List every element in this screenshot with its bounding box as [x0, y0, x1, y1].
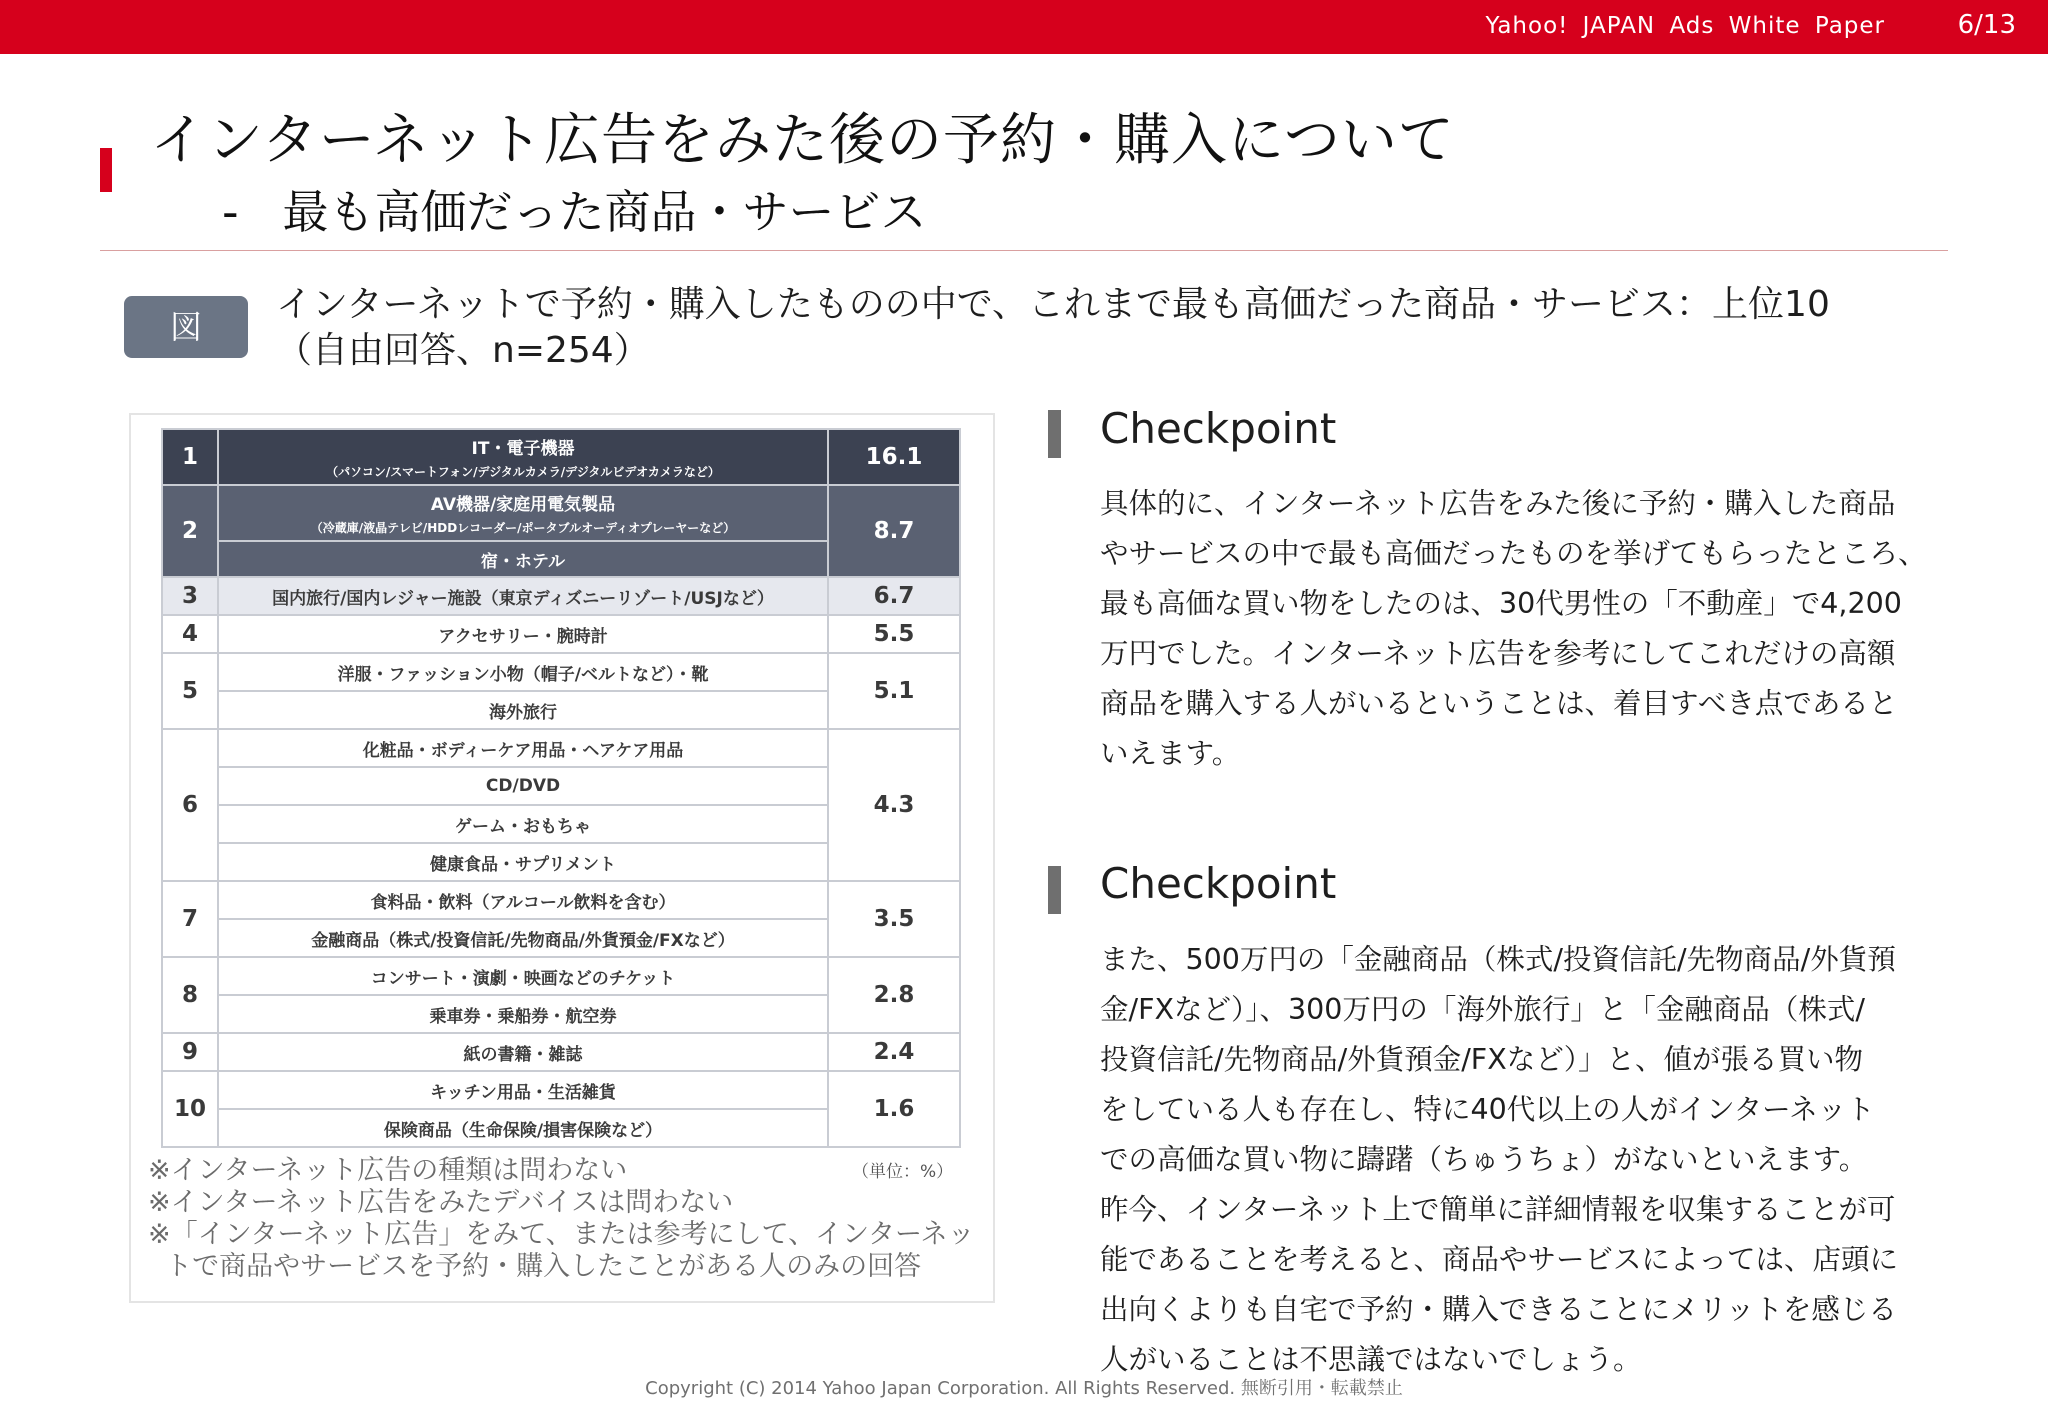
- category-cell: 食料品・飲料（アルコール飲料を含む）: [218, 881, 828, 919]
- figure-caption-line: （自由回答、n=254）: [276, 330, 650, 371]
- category-cell: [218, 429, 828, 485]
- table-row: [162, 653, 960, 691]
- note-line: ※「インターネット広告」をみて、または参考にして、インターネッ: [148, 1219, 975, 1250]
- table-row: [162, 485, 960, 541]
- checkpoint-line: での高価な買い物に躊躇（ちゅうちょ）がないといえます。: [1100, 1143, 1868, 1176]
- category-cell: 宿・ホテル: [218, 541, 828, 577]
- category-cell: アクセサリー・腕時計: [218, 615, 828, 653]
- table-row: [162, 729, 960, 767]
- value-cell: 4.3: [828, 729, 960, 881]
- category-cell: コンサート・演劇・映画などのチケット: [218, 957, 828, 995]
- value-cell: 3.5: [828, 881, 960, 957]
- note-line: トで商品やサービスを予約・購入したことがある人のみの回答: [148, 1251, 922, 1282]
- checkpoint-line: 人がいることは不思議ではないでしょう。: [1100, 1343, 1642, 1376]
- value-cell: 1.6: [828, 1071, 960, 1147]
- checkpoint-line: 商品を購入する人がいるということは、着目すべき点であると: [1100, 687, 1898, 720]
- header-bar: [0, 0, 2048, 54]
- category-cell: 紙の書籍・雑誌: [218, 1033, 828, 1071]
- checkpoint-line: 金/FXなど）」、300万円の「海外旅行」と「金融商品（株式/: [1100, 993, 1866, 1026]
- title-divider: [100, 250, 1948, 251]
- category-cell: CD/DVD: [218, 767, 828, 805]
- checkpoint-marker: [1048, 410, 1061, 458]
- checkpoint-line: また、500万円の「金融商品（株式/投資信託/先物商品/外貨預: [1100, 943, 1896, 976]
- table-row: [162, 577, 960, 615]
- table-row: [162, 957, 960, 995]
- category-label: IT・電子機器: [471, 439, 575, 459]
- checkpoint-line: いえます。: [1100, 737, 1241, 770]
- value-cell: 5.5: [828, 615, 960, 653]
- rank-cell: 5: [162, 653, 218, 729]
- checkpoint-line: 具体的に、インターネット広告をみた後に予約・購入した商品: [1100, 487, 1896, 520]
- rank-cell: 8: [162, 957, 218, 1033]
- category-sublabel: （冷蔵庫/液晶テレビ/HDDレコーダー/ポータブルオーディオプレーヤーなど）: [310, 521, 736, 535]
- category-cell: 健康食品・サプリメント: [218, 843, 828, 881]
- category-cell: 洋服・ファッション小物（帽子/ベルトなど）・靴: [218, 653, 828, 691]
- page-number: 6/13: [1957, 10, 2016, 40]
- rank-cell: 7: [162, 881, 218, 957]
- page-title: インターネット広告をみた後の予約・購入について: [150, 108, 1455, 173]
- figure-caption-line: インターネットで予約・購入したものの中で、これまで最も高価だった商品・サービス：上位10: [276, 284, 1830, 325]
- ranking-table: [161, 428, 961, 1148]
- table-row: [162, 1033, 960, 1071]
- rank-cell: 3: [162, 577, 218, 615]
- checkpoint-line: 最も高価な買い物をしたのは、30代男性の「不動産」で4,200: [1100, 587, 1902, 620]
- category-cell: 金融商品（株式/投資信託/先物商品/外貨預金/FXなど）: [218, 919, 828, 957]
- checkpoint-line: 出向くよりも自宅で予約・購入できることにメリットを感じる: [1100, 1293, 1897, 1326]
- value-cell: 5.1: [828, 653, 960, 729]
- category-label: AV機器/家庭用電気製品: [430, 495, 616, 515]
- category-cell: 化粧品・ボディーケア用品・ヘアケア用品: [218, 729, 828, 767]
- category-cell: キッチン用品・生活雑貨: [218, 1071, 828, 1109]
- rank-cell: 9: [162, 1033, 218, 1071]
- category-cell: [218, 485, 828, 541]
- value-cell: 6.7: [828, 577, 960, 615]
- rank-cell: 1: [162, 429, 218, 485]
- category-cell: 国内旅行/国内レジャー施設（東京ディズニーリゾート/USJなど）: [218, 577, 828, 615]
- checkpoint-marker: [1048, 866, 1061, 914]
- category-cell: 保険商品（生命保険/損害保険など）: [218, 1109, 828, 1147]
- table-notes: [148, 1155, 975, 1283]
- rank-cell: 2: [162, 485, 218, 577]
- table-row: [162, 429, 960, 485]
- value-cell: 2.4: [828, 1033, 960, 1071]
- value-cell: 8.7: [828, 485, 960, 577]
- checkpoint-line: 万円でした。インターネット広告を参考にしてこれだけの高額: [1100, 637, 1896, 670]
- checkpoint-title: Checkpoint: [1100, 404, 1337, 453]
- category-sublabel: （パソコン/スマートフォン/デジタルカメラ/デジタルビデオカメラなど）: [326, 465, 720, 479]
- unit-label: （単位：%）: [852, 1162, 954, 1182]
- note-line: ※インターネット広告の種類は問わない: [148, 1155, 628, 1186]
- checkpoint-line: をしている人も存在し、特に40代以上の人がインターネット: [1100, 1093, 1875, 1126]
- figure-badge: 図: [124, 296, 248, 358]
- brand-label: Yahoo! JAPAN Ads White Paper: [1485, 13, 1885, 39]
- value-cell: 16.1: [828, 429, 960, 485]
- rank-cell: 10: [162, 1071, 218, 1147]
- copyright-footer: Copyright (C) 2014 Yahoo Japan Corporation. All Rights Reserved. 無断引用・転載禁止: [645, 1378, 1403, 1399]
- table-row: [162, 1071, 960, 1109]
- checkpoint-line: やサービスの中で最も高価だったものを挙げてもらったところ、: [1100, 537, 1927, 570]
- category-cell: 海外旅行: [218, 691, 828, 729]
- checkpoint-body: [1100, 479, 1940, 779]
- figure-caption: [276, 282, 1830, 374]
- title-accent-bar: [100, 148, 112, 192]
- category-cell: ゲーム・おもちゃ: [218, 805, 828, 843]
- checkpoint-line: 投資信託/先物商品/外貨預金/FXなど）」と、値が張る買い物: [1100, 1043, 1863, 1076]
- checkpoint-body: [1100, 935, 1940, 1385]
- table-row: [162, 881, 960, 919]
- rank-cell: 4: [162, 615, 218, 653]
- table-row: [162, 615, 960, 653]
- category-cell: 乗車券・乗船券・航空券: [218, 995, 828, 1033]
- note-line: ※インターネット広告をみたデバイスは問わない: [148, 1187, 734, 1218]
- checkpoint-line: 昨今、インターネット上で簡単に詳細情報を収集することが可: [1100, 1193, 1896, 1226]
- page-subtitle: - 最も高価だった商品・サービス: [222, 185, 927, 239]
- value-cell: 2.8: [828, 957, 960, 1033]
- rank-cell: 6: [162, 729, 218, 881]
- checkpoint-title: Checkpoint: [1100, 859, 1337, 908]
- checkpoint-line: 能であることを考えると、商品やサービスによっては、店頭に: [1100, 1243, 1899, 1276]
